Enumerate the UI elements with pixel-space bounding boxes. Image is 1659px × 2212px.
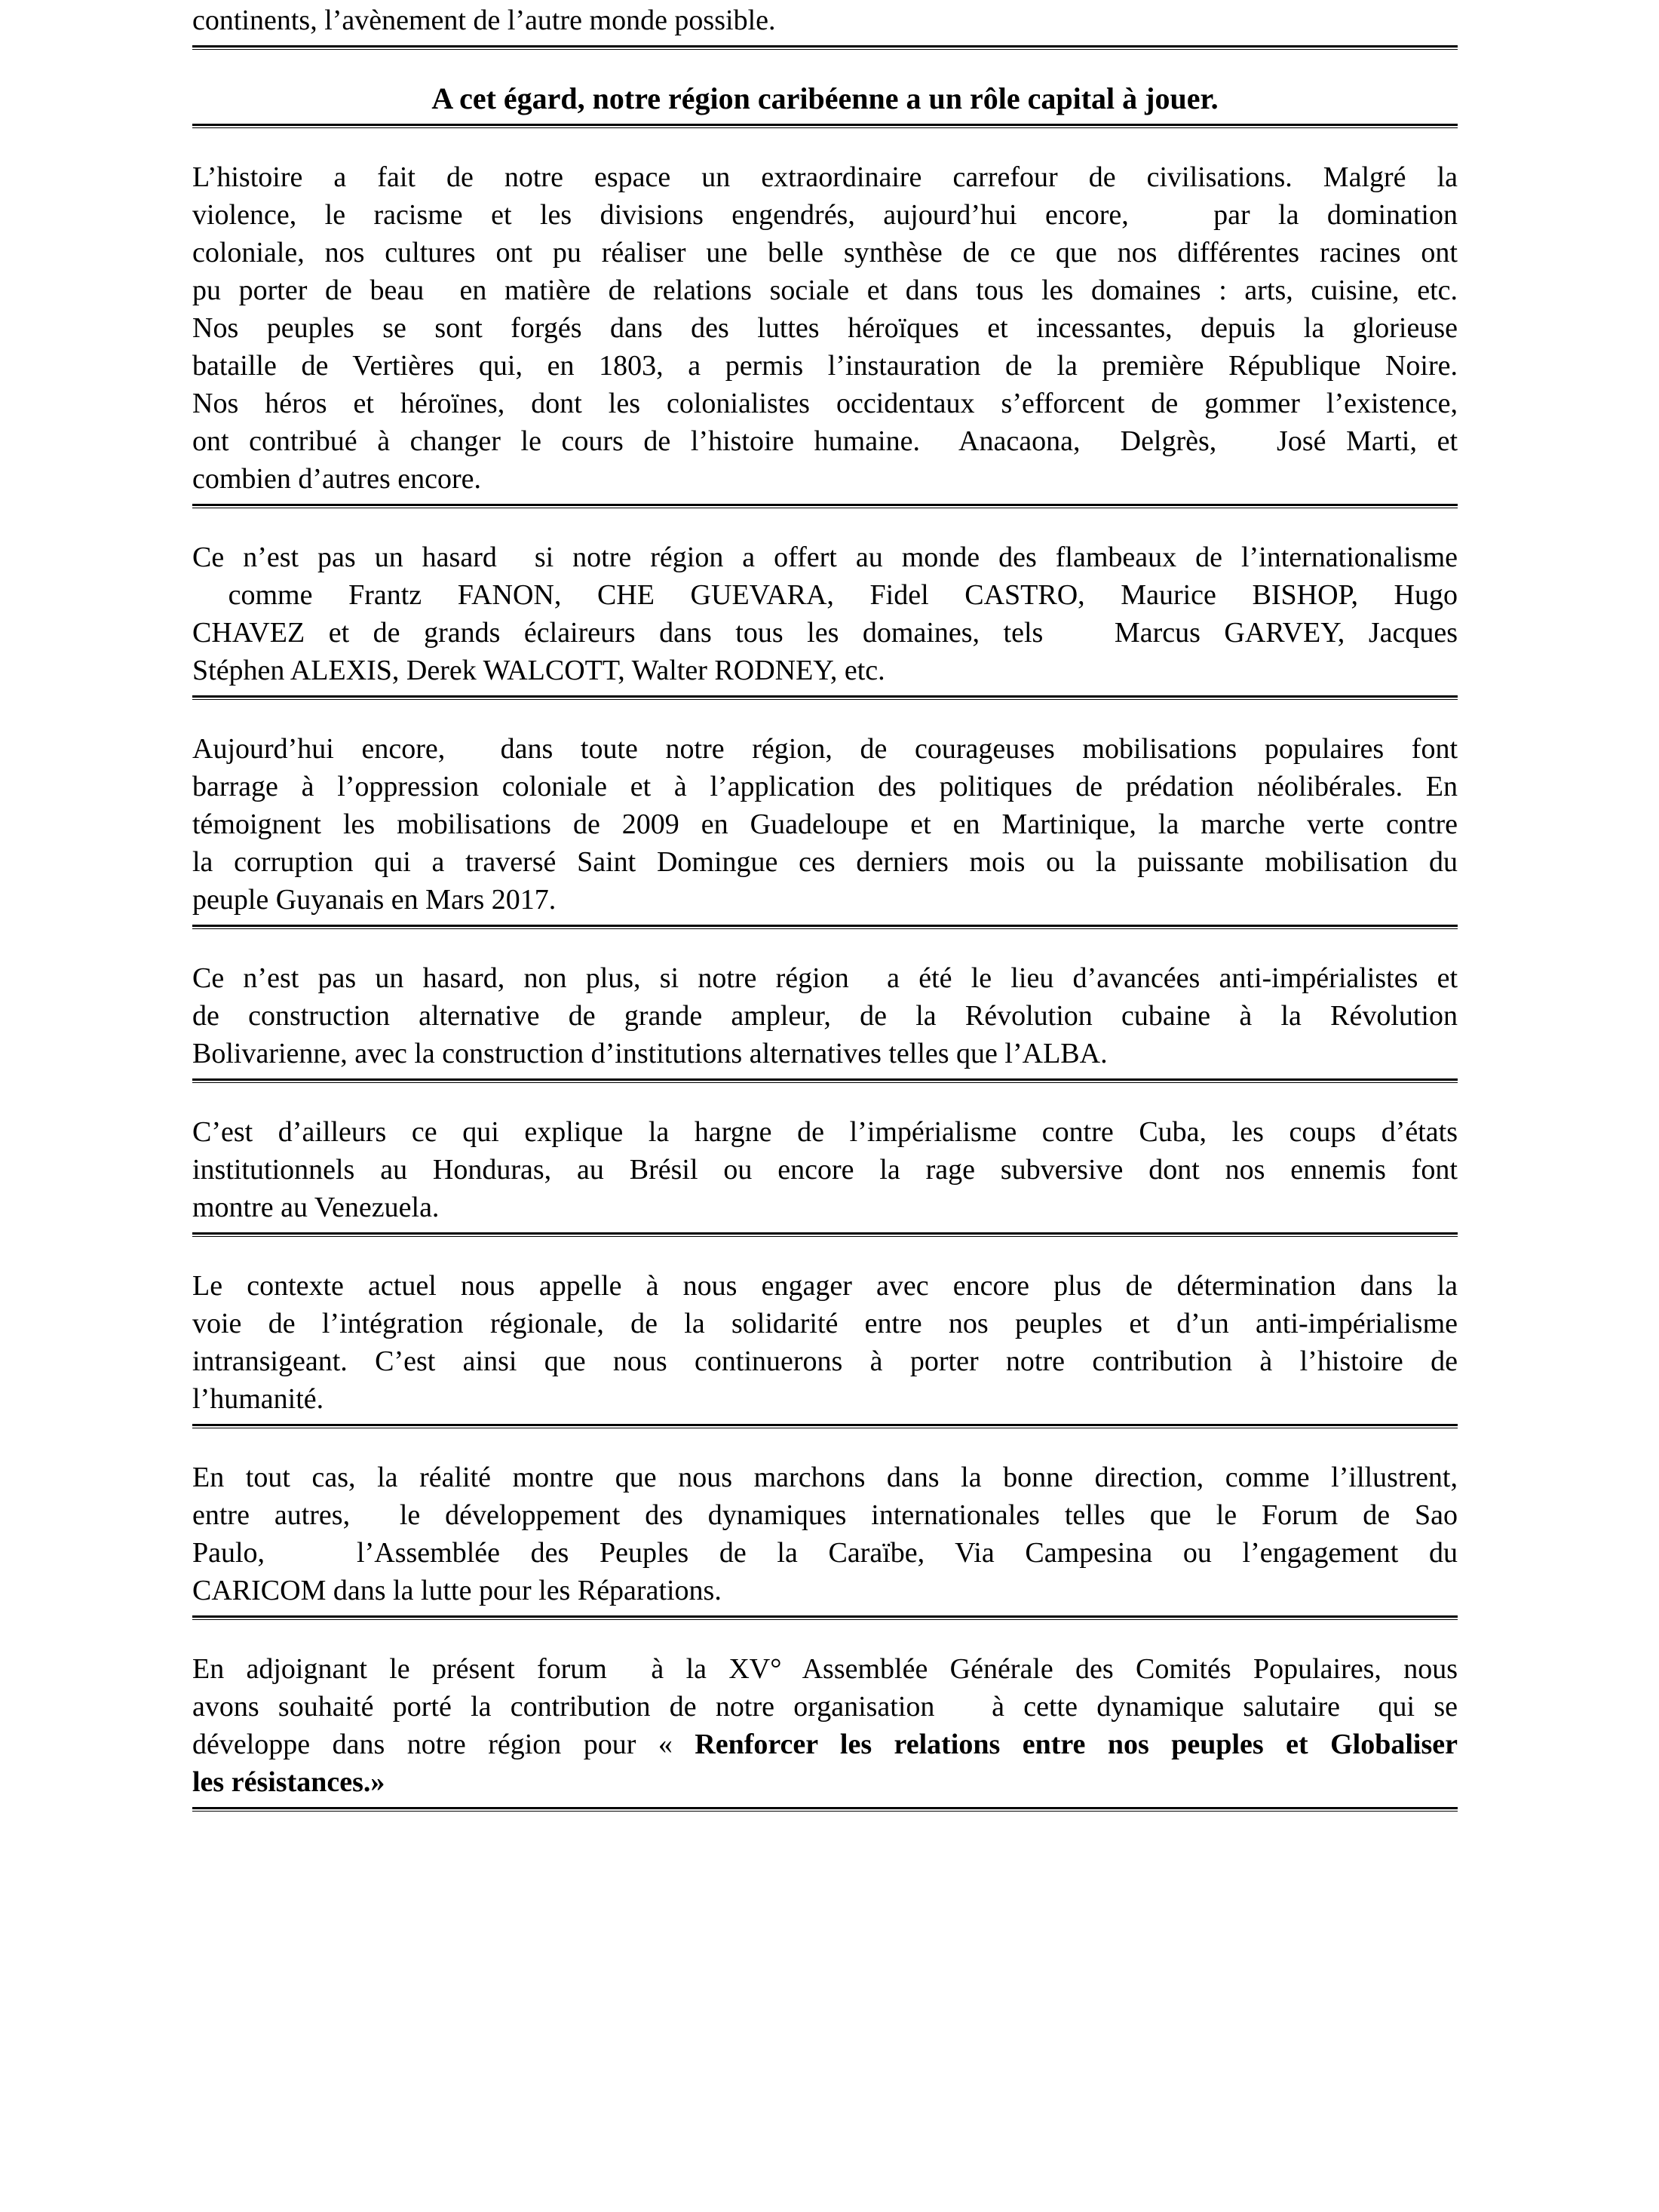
paragraph-contexte [192,1267,1458,1428]
bold-text-segment: les résistances.» [192,1766,385,1798]
text-line: Le contexte actuel nous appelle à nous engager avec encore plus de détermination dans la [192,1270,1458,1302]
text-line: l’humanité. [192,1383,324,1415]
text-line: En adjoignant le présent forum à la XV° Assemblée Générale des Comités Populaires, nous [192,1653,1458,1685]
bold-text-segment: Renforcer les relations entre nos peuples et Globaliser [695,1729,1458,1760]
text-line: violence, le racisme et les divisions engendrés, aujourd’hui encore, par la domination [192,199,1458,231]
horizontal-rule [192,45,1458,50]
text-line: comme Frantz FANON, CHE GUEVARA, Fidel CASTRO, Maurice BISHOP, Hugo [192,579,1458,611]
horizontal-rule [192,1615,1458,1620]
horizontal-rule [192,1424,1458,1428]
text-line: Bolivarienne, avec la construction d’institutions alternatives telles que l’ALBA. [192,1038,1108,1069]
text-line: coloniale, nos cultures ont pu réaliser une belle synthèse de ce que nos différentes racines ont [192,237,1458,268]
text-line: Ce n’est pas un hasard si notre région a offert au monde des flambeaux de l’internationalisme [192,541,1458,573]
text-segment: développe dans notre région pour « [192,1729,695,1760]
paragraph-hargne [192,1113,1458,1237]
continuation-line [192,2,1458,50]
text-line: A cet égard, notre région caribéenne a un rôle capital à jouer. [431,81,1219,115]
text-line [192,1763,1458,1801]
text-line: témoignent les mobilisations de 2009 en Guadeloupe et en Martinique, la marche verte contre [192,808,1458,840]
text-line: montre au Venezuela. [192,1192,440,1223]
horizontal-rule [192,504,1458,508]
text-line: C’est d’ailleurs ce qui explique la hargne de l’impérialisme contre Cuba, les coups d’états [192,1116,1458,1148]
text-line: continents, l’avènement de l’autre monde possible. [192,5,776,36]
paragraph-mobilisations [192,730,1458,929]
text-line: peuple Guyanais en Mars 2017. [192,884,557,916]
text-line: Ce n’est pas un hasard, non plus, si notre région a été le lieu d’avancées anti-impérialistes et [192,962,1458,994]
text-line: pu porter de beau en matière de relations sociale et dans tous les domaines : arts, cuisine, etc. [192,275,1458,306]
horizontal-rule [192,1807,1458,1812]
text-line: Nos peuples se sont forgés dans des luttes héroïques et incessantes, depuis la glorieuse [192,312,1458,344]
text-line: L’histoire a fait de notre espace un extraordinaire carrefour de civilisations. Malgré la [192,161,1458,193]
text-line: En tout cas, la réalité montre que nous marchons dans la bonne direction, comme l’illustrent, [192,1462,1458,1493]
text-line: avons souhaité porté la contribution de notre organisation à cette dynamique salutaire qui se [192,1691,1458,1723]
text-line: combien d’autres encore. [192,463,481,495]
text-line: CHAVEZ et de grands éclaireurs dans tous les domaines, tels Marcus GARVEY, Jacques [192,617,1458,649]
paragraph-flambeaux [192,538,1458,700]
horizontal-rule [192,1078,1458,1083]
text-line: intransigeant. C’est ainsi que nous continuerons à porter notre contribution à l’histoire de [192,1345,1458,1377]
text-line: Nos héros et héroïnes, dont les colonialistes occidentaux s’efforcent de gommer l’existence, [192,388,1458,419]
text-line [192,1726,1458,1763]
text-line: de construction alternative de grande ampleur, de la Révolution cubaine à la Révolution [192,1000,1458,1032]
text-line: CARICOM dans la lutte pour les Réparations. [192,1575,722,1606]
text-line: bataille de Vertières qui, en 1803, a permis l’instauration de la première République Noire. [192,350,1458,382]
section-heading [192,80,1458,128]
text-line: Paulo, l’Assemblée des Peuples de la Caraïbe, Via Campesina ou l’engagement du [192,1537,1458,1569]
text-line: Aujourd’hui encore, dans toute notre région, de courageuses mobilisations populaires font [192,733,1458,765]
text-line: ont contribué à changer le cours de l’histoire humaine. Anacaona, Delgrès, José Marti, et [192,425,1458,457]
text-line: barrage à l’oppression coloniale et à l’application des politiques de prédation néolibérales. En [192,771,1458,802]
text-line: la corruption qui a traversé Saint Domingue ces derniers mois ou la puissante mobilisation du [192,846,1458,878]
text-line: entre autres, le développement des dynamiques internationales telles que le Forum de Sao [192,1499,1458,1531]
horizontal-rule [192,1232,1458,1237]
paragraph-avancees [192,959,1458,1083]
text-line: Stéphen ALEXIS, Derek WALCOTT, Walter RODNEY, etc. [192,655,885,686]
text-line: voie de l’intégration régionale, de la solidarité entre nos peuples et d’un anti-impérialisme [192,1308,1458,1339]
text-line: institutionnels au Honduras, au Brésil ou encore la rage subversive dont nos ennemis font [192,1154,1458,1186]
horizontal-rule [192,695,1458,700]
paragraph-forum [192,1650,1458,1812]
horizontal-rule [192,124,1458,128]
paragraph-direction [192,1459,1458,1620]
horizontal-rule [192,925,1458,929]
paragraph-histoire [192,158,1458,508]
